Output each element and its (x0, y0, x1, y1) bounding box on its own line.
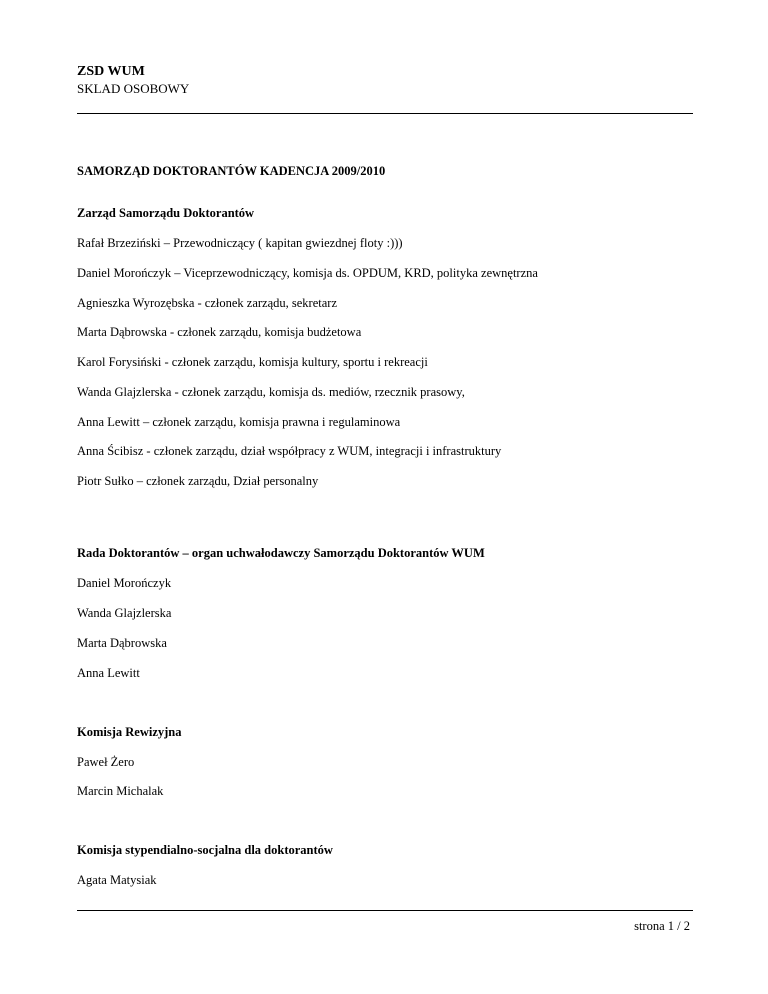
list-item: Marta Dąbrowska (77, 636, 167, 650)
list-item: Agnieszka Wyrozębska - członek zarządu, sekretarz (77, 296, 337, 310)
header-divider (77, 113, 693, 114)
list-item: Daniel Morończyk – Viceprzewodniczący, komisja ds. OPDUM, KRD, polityka zewnętrzna (77, 266, 538, 280)
document-heading: SAMORZĄD DOKTORANTÓW KADENCJA 2009/2010 (77, 164, 386, 178)
list-item: Agata Matysiak (77, 873, 157, 887)
list-item: Wanda Glajzlerska (77, 606, 172, 620)
list-item: Marta Dąbrowska - członek zarządu, komisja budżetowa (77, 325, 362, 339)
list-item: Marcin Michalak (77, 784, 164, 798)
list-item: Piotr Sułko – członek zarządu, Dział personalny (77, 474, 319, 488)
page-number: strona 1 / 2 (634, 919, 690, 933)
header-subtitle: SKLAD OSOBOWY (77, 81, 190, 96)
list-item: Karol Forysiński - członek zarządu, komisja kultury, sportu i rekreacji (77, 355, 428, 369)
list-item: Anna Ścibisz - członek zarządu, dział współpracy z WUM, integracji i infrastruktury (77, 444, 502, 458)
list-item: Daniel Morończyk (77, 576, 172, 590)
list-item: Wanda Glajzlerska - członek zarządu, komisja ds. mediów, rzecznik prasowy, (77, 385, 465, 399)
header-title: ZSD WUM (77, 64, 145, 79)
section-title-rada: Rada Doktorantów – organ uchwałodawczy Samorządu Doktorantów WUM (77, 546, 485, 560)
list-item: Anna Lewitt (77, 666, 140, 680)
list-item: Anna Lewitt – członek zarządu, komisja prawna i regulaminowa (77, 415, 401, 429)
section-title-komisja-stypendialna: Komisja stypendialno-socjalna dla doktorantów (77, 843, 333, 857)
section-title-zarzad: Zarząd Samorządu Doktorantów (77, 206, 255, 220)
section-title-komisja-rewizyjna: Komisja Rewizyjna (77, 725, 182, 739)
footer-divider (77, 910, 693, 911)
list-item: Paweł Żero (77, 755, 135, 769)
list-item: Rafał Brzeziński – Przewodniczący ( kapitan gwiezdnej floty :))) (77, 236, 403, 250)
